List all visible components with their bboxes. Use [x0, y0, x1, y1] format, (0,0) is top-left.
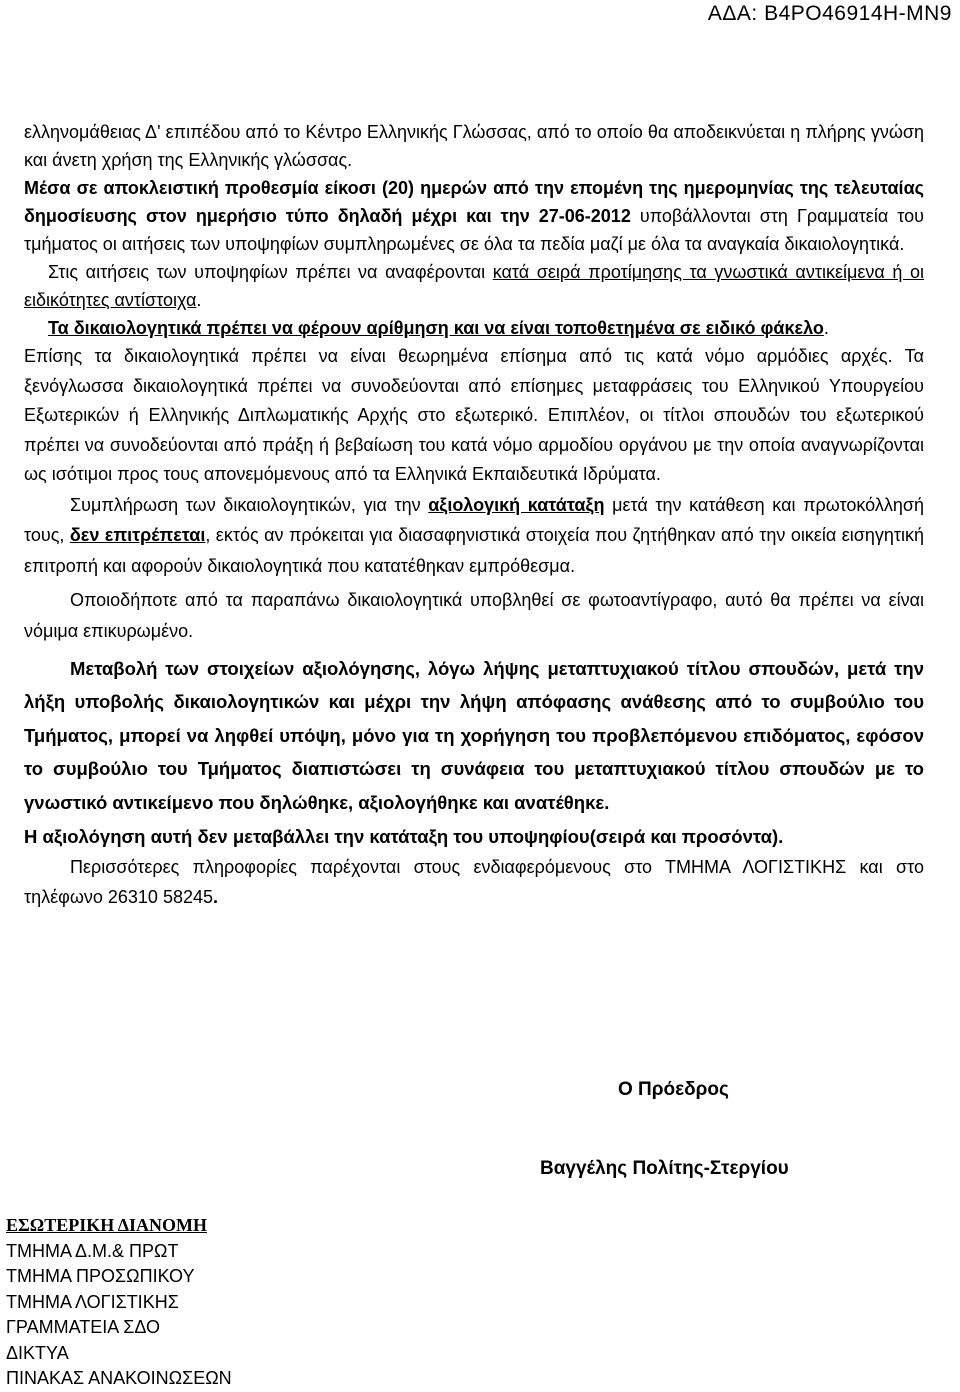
preference-underlined-text: κατά σειρά προτίμησης τα γνωστικά αντικείμενα ή οι ειδικότητες αντίστοιχα [24, 262, 925, 310]
signature-role: Ο Πρόεδρος [618, 1079, 729, 1100]
preference-start-text: Στις αιτήσεις των υποψηφίων πρέπει να αναφέρονται [48, 262, 493, 282]
document-body [24, 118, 924, 912]
information-text: Περισσότερες πληροφορίες παρέχονται στους ενδιαφερόμενους στο ΤΜΗΜΑ ΛΟΓΙΣΤΙΚΗΣ και στο τηλέφωνο 26310 58245 [24, 857, 924, 908]
distribution-item: ΤΜΗΜΑ ΛΟΓΙΣΤΙΚΗΣ [6, 1291, 179, 1312]
distribution-title: ΕΣΩΤΕΡΙΚΗ ΔΙΑΝΟΜΗ [6, 1215, 207, 1235]
distribution-item: ΤΜΗΜΑ ΠΡΟΣΩΠΙΚΟΥ [6, 1266, 195, 1286]
completion-not-allowed-text: δεν επιτρέπεται [69, 525, 206, 545]
completion-text-c: μετά την κατάθεση και πρωτοκόλλησή τους, [24, 494, 924, 545]
paragraph-ranking-unchanged: Η αξιολόγηση αυτή δεν μεταβάλλει την κατάταξη του υποψηφίου(σειρά και προσόντα). [24, 826, 784, 848]
distribution-item: ΤΜΗΜΑ Δ.Μ.& ΠΡΩΤ [6, 1240, 179, 1261]
paragraph-preference-order [24, 258, 924, 314]
paragraph-completion [24, 490, 924, 582]
preference-end-text: . [196, 290, 202, 310]
paragraph-language-certificate: ελληνομάθειας Δ' επιπέδου από το Κέντρο Ελληνικής Γλώσσας, από το οποίο θα αποδεικνύεται η πλήρης γνώση και άνετη χρήση της Ελληνικής γλώσσας. [24, 122, 924, 170]
paragraph-information [24, 852, 924, 912]
paragraph-certification: Επίσης τα δικαιολογητικά πρέπει να είναι θεωρημένα επίσημα από τις κατά νόμο αρμόδιες αρχές. Τα ξενόγλωσσα δικαιολογητικά πρέπει να συνοδεύονται από επίσημες μεταφράσεις του Ελληνικού Υπουργείου Εξωτερικών ή Ελληνικής Διπλωματικής Αρχής στο εξωτερικό. Επιπλέον, οι τίτλοι σπουδών του εξωτερικού πρέπει να συνοδεύονται από πράξη ή βεβαίωση του κατά νόμο αρμοδίου οργάνου με την οποία αναγνωρίζονται ως ισότιμοι προς τους απονεμόμενους από τα Ελληνικά Εκπαιδευτικά Ιδρύματα. [24, 346, 924, 484]
information-end: . [213, 887, 219, 908]
distribution-item: ΠΙΝΑΚΑΣ ΑΝΑΚΟΙΝΩΣΕΩΝ [6, 1368, 232, 1388]
distribution-item: ΓΡΑΜΜΑΤΕΙΑ ΣΔΟ [6, 1317, 161, 1337]
numbering-end-text: . [823, 318, 829, 338]
completion-ranking-text: αξιολογική κατάταξη [428, 494, 605, 515]
completion-text-a: Συμπλήρωση των δικαιολογητικών, για την [70, 494, 429, 515]
signature-name: Βαγγέλης Πολίτης-Στεργίου [540, 1158, 789, 1179]
paragraph-numbering [24, 314, 924, 342]
distribution-item: ΔΙΚΤΥΑ [6, 1342, 69, 1363]
deadline-rest-text: υποβάλλονται στη Γραμματεία του τμήματος οι αιτήσεις των υποψηφίων συμπληρωμένες σε όλα τα πεδία μαζί με όλα τα αναγκαία δικαιολογητικά. [24, 206, 924, 254]
paragraph-photocopy: Οποιοδήποτε από τα παραπάνω δικαιολογητικά υποβληθεί σε φωτοαντίγραφο, αυτό θα πρέπει να είναι νόμιμα επικυρωμένο. [24, 590, 924, 641]
ada-code: ΑΔΑ: Β4ΡΟ46914Η-ΜΝ9 [707, 2, 952, 25]
internal-distribution [6, 1213, 232, 1392]
numbering-bold-text: Τα δικαιολογητικά πρέπει να φέρουν αρίθμηση και να είναι τοποθετημένα σε ειδικό φάκελο [48, 318, 824, 338]
paragraph-evaluation-change: Μεταβολή των στοιχείων αξιολόγησης, λόγω λήψης μεταπτυχιακού τίτλου σπουδών, μετά την λήξη υποβολής δικαιολογητικών και μέχρι την λήψη απόφασης ανάθεσης από το συμβούλιο του Τμήματος, μπορεί να ληφθεί υπόψη, μόνο για τη χορήγηση του προβλεπόμενου επιδόματος, εφόσον το συμβούλιο του Τμήματος διαπιστώσει τη συνάφεια του μεταπτυχιακού τίτλου σπουδών με το γνωστικό αντικείμενο που δηλώθηκε, αξιολογήθηκε και ανατέθηκε. [24, 658, 924, 813]
deadline-bold-text: Μέσα σε αποκλειστική προθεσμία είκοσι (20) ημερών από την επομένη της ημερομηνίας της τελευταίας δημοσίευσης στον ημερήσιο τύπο δηλαδή μέχρι και την 27-06-2012 [24, 178, 924, 226]
paragraph-deadline [24, 174, 924, 258]
completion-text-e: , εκτός αν πρόκειται για διασαφηνιστικά στοιχεία που ζητήθηκαν από την οικεία εισηγητική επιτροπή και αφορούν δικαιολογητικά που κατατέθηκαν εμπρόθεσμα. [24, 525, 925, 576]
